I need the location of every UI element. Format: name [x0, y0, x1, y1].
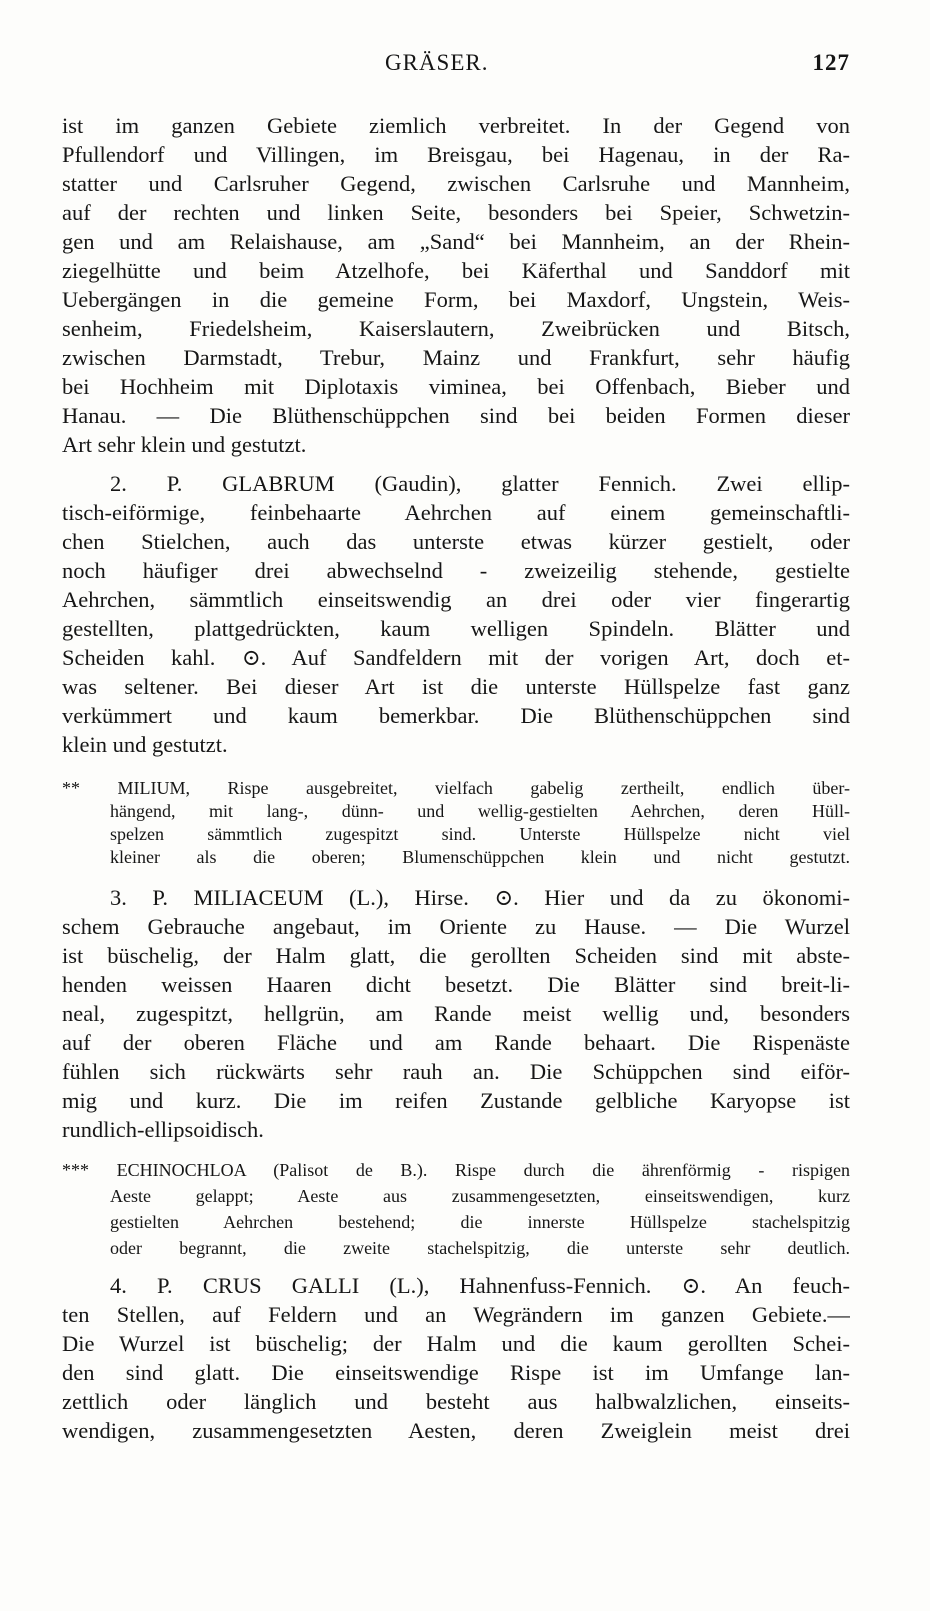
text-line: Uebergängen in die gemeine Form, bei Maxdorf, Ungstein, Weis- [62, 287, 850, 312]
text-line: Scheiden kahl. ⊙. Auf Sandfeldern mit der vorigen Art, doch et- [62, 645, 850, 670]
text-line: mig und kurz. Die im reifen Zustande gelbliche Karyopse ist [62, 1088, 850, 1113]
text-line: 4. P. CRUS GALLI (L.), Hahnenfuss-Fennich. ⊙. An feuch- [110, 1273, 850, 1298]
running-title: GRÄSER. [385, 50, 489, 75]
text-line: bei Hochheim mit Diplotaxis viminea, bei Offenbach, Bieber und [62, 374, 850, 399]
paragraph [62, 883, 850, 1144]
text-line: henden weissen Haaren dicht besetzt. Die Blätter sind breit-li- [62, 972, 850, 997]
text-line: was seltener. Bei dieser Art ist die unterste Hüllspelze fast ganz [62, 674, 850, 699]
text-line: ten Stellen, auf Feldern und an Wegrändern im ganzen Gebiete.— [62, 1302, 850, 1327]
text-line: Die Wurzel ist büschelig; der Halm und die kaum gerollten Schei- [62, 1331, 850, 1356]
text-line: kleiner als die oberen; Blumenschüppchen klein und nicht gestutzt. [110, 847, 850, 867]
text-line: auf der oberen Fläche und am Rande behaart. Die Rispenäste [62, 1030, 850, 1055]
page-number: 127 [812, 50, 850, 75]
text-line: Hanau. — Die Blüthenschüppchen sind bei beiden Formen dieser [62, 403, 850, 428]
paragraph [62, 1271, 850, 1445]
text-line: klein und gestutzt. [62, 732, 228, 757]
text-line: gestellten, plattgedrückten, kaum welligen Spindeln. Blätter und [62, 616, 850, 641]
text-line: *** ECHINOCHLOA (Palisot de B.). Rispe durch die ährenförmig - rispigen [62, 1160, 850, 1180]
text-line: hängend, mit lang-, dünn- und wellig-gestielten Aehrchen, deren Hüll- [110, 801, 850, 821]
text-line: ** MILIUM, Rispe ausgebreitet, vielfach gabelig zertheilt, endlich über- [62, 778, 850, 798]
text-line: zwischen Darmstadt, Trebur, Mainz und Frankfurt, sehr häufig [62, 345, 850, 370]
text-line: Art sehr klein und gestutzt. [62, 432, 307, 457]
text-line: 2. P. GLABRUM (Gaudin), glatter Fennich. Zwei ellip- [110, 471, 850, 496]
text-line: ist im ganzen Gebiete ziemlich verbreitet. In der Gegend von [62, 113, 850, 138]
text-line: tisch-eiförmige, feinbehaarte Aehrchen auf einem gemeinschaftli- [62, 500, 850, 525]
text-line: 3. P. MILIACEUM (L.), Hirse. ⊙. Hier und da zu ökonomi- [110, 885, 850, 910]
text-line: noch häufiger drei abwechselnd - zweizeilig stehende, gestielte [62, 558, 850, 583]
text-line: fühlen sich rückwärts sehr rauh an. Die Schüppchen sind eiför- [62, 1059, 850, 1084]
text-line: neal, zugespitzt, hellgrün, am Rande meist wellig und, besonders [62, 1001, 850, 1026]
text-line: statter und Carlsruher Gegend, zwischen Carlsruhe und Mannheim, [62, 171, 850, 196]
footnote-block [62, 777, 850, 869]
text-line: rundlich-ellipsoidisch. [62, 1117, 264, 1142]
text-line: Aeste gelappt; Aeste aus zusammengesetzten, einseitswendigen, kurz [110, 1186, 850, 1206]
text-line: chen Stielchen, auch das unterste etwas kürzer gestielt, oder [62, 529, 850, 554]
text-line: schem Gebrauche angebaut, im Oriente zu Hause. — Die Wurzel [62, 914, 850, 939]
text-line: gen und am Relaishause, am „Sand“ bei Mannheim, an der Rhein- [62, 229, 850, 254]
paragraph [62, 469, 850, 759]
footnote-block [62, 1157, 850, 1261]
text-line: auf der rechten und linken Seite, besonders bei Speier, Schwetzin- [62, 200, 850, 225]
text-line: ziegelhütte und beim Atzelhofe, bei Käferthal und Sanddorf mit [62, 258, 850, 283]
text-line: wendigen, zusammengesetzten Aesten, deren Zweiglein meist drei [62, 1418, 850, 1443]
paragraph [62, 111, 850, 459]
text-line: den sind glatt. Die einseitswendige Rispe ist im Umfange lan- [62, 1360, 850, 1385]
text-line: oder begrannt, die zweite stachelspitzig, die unterste sehr deutlich. [110, 1238, 850, 1258]
text-line: Aehrchen, sämmtlich einseitswendig an drei oder vier fingerartig [62, 587, 850, 612]
text-line: Pfullendorf und Villingen, im Breisgau, bei Hagenau, in der Ra- [62, 142, 850, 167]
text-line: senheim, Friedelsheim, Kaiserslautern, Zweibrücken und Bitsch, [62, 316, 850, 341]
text-line: spelzen sämmtlich zugespitzt sind. Unterste Hüllspelze nicht viel [110, 824, 850, 844]
text-line: gestielten Aehrchen bestehend; die innerste Hüllspelze stachelspitzig [110, 1212, 850, 1232]
text-line: ist büschelig, der Halm glatt, die gerollten Scheiden sind mit abste- [62, 943, 850, 968]
text-line: zettlich oder länglich und besteht aus halbwalzlichen, einseits- [62, 1389, 850, 1414]
text-line: verkümmert und kaum bemerkbar. Die Blüthenschüppchen sind [62, 703, 850, 728]
